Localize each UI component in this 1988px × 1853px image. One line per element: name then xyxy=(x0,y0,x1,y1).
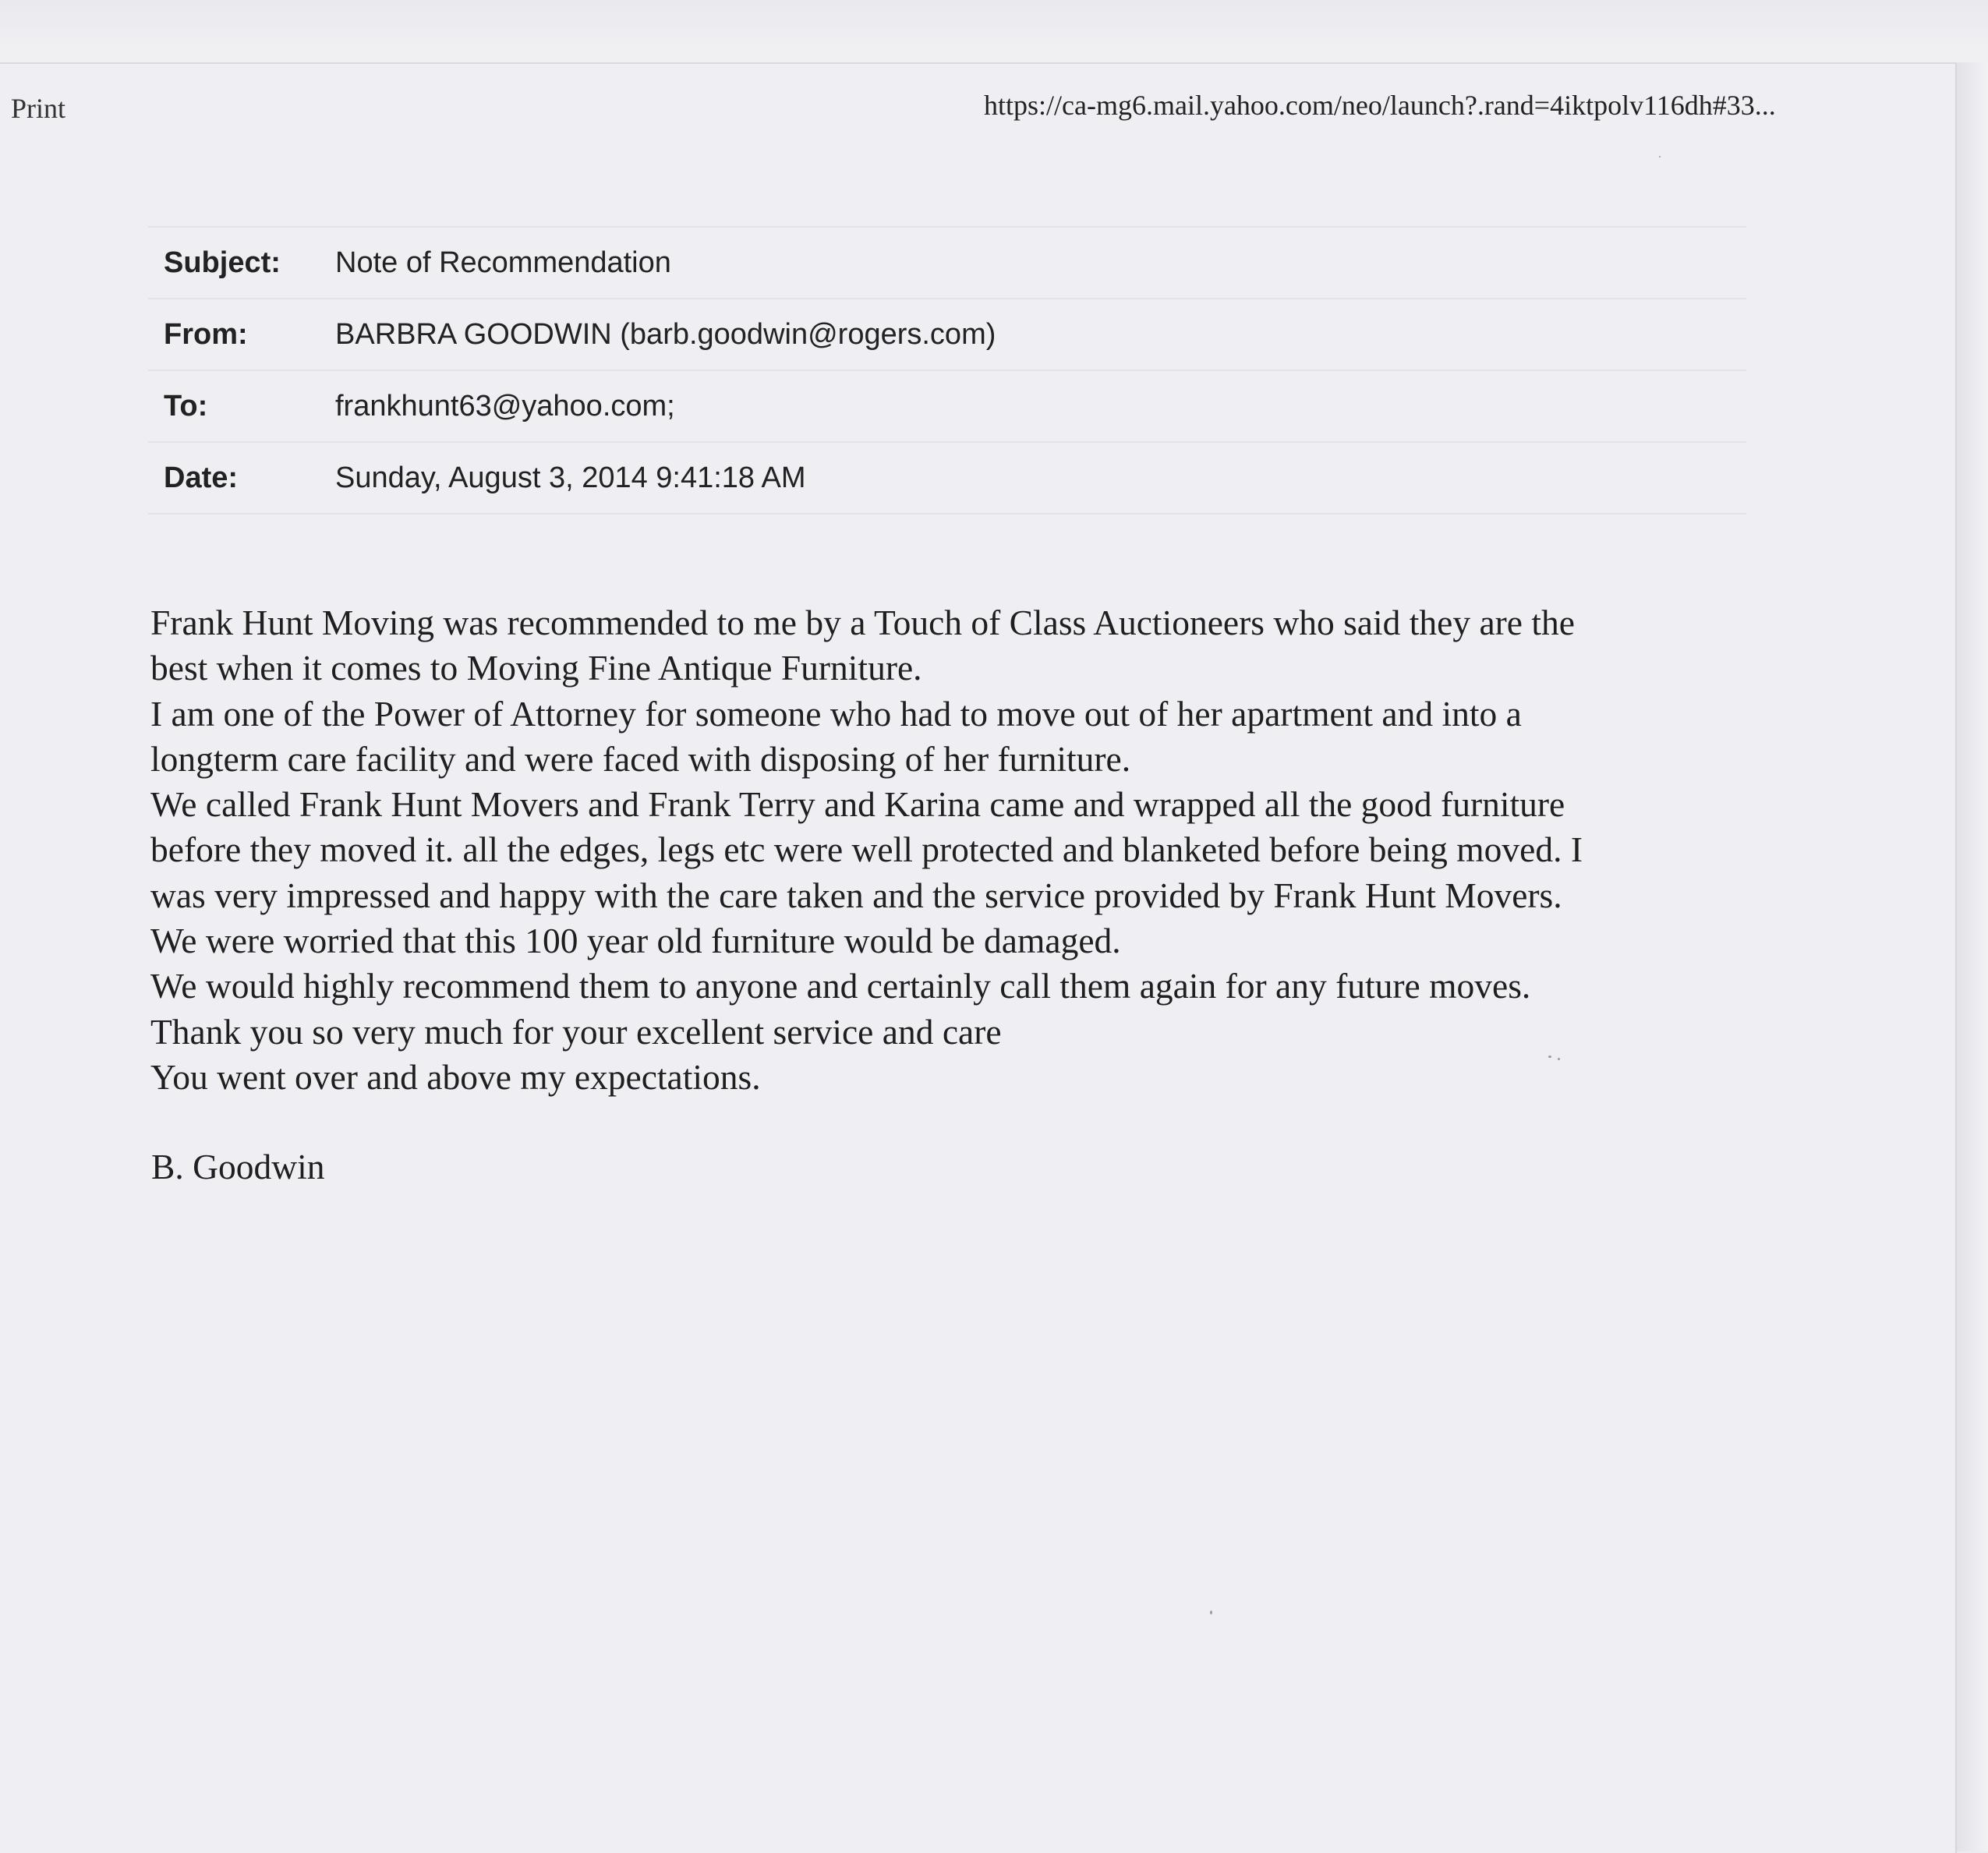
from-value: BARBRA GOODWIN (barb.goodwin@rogers.com) xyxy=(335,317,996,351)
body-line: We would highly recommend them to anyone and certainly call them again for any future moves. xyxy=(150,966,1531,1006)
body-line: We were worried that this 100 year old furniture would be damaged. xyxy=(150,921,1121,961)
to-row xyxy=(148,370,1746,441)
page-url: https://ca-mg6.mail.yahoo.com/neo/launch?.rand=4iktpolv116dh#33... xyxy=(984,90,1776,121)
scan-speck xyxy=(1558,1058,1560,1060)
date-row xyxy=(148,441,1746,515)
body-line: Frank Hunt Moving was recommended to me by a Touch of Class Auctioneers who said they are the xyxy=(150,603,1575,642)
scan-speck xyxy=(1548,1056,1551,1058)
from-label: From: xyxy=(164,317,248,351)
signature: B. Goodwin xyxy=(151,1147,325,1186)
body-line: was very impressed and happy with the care taken and the service provided by Frank Hunt Movers. xyxy=(150,875,1562,915)
body-line: Thank you so very much for your excellent service and care xyxy=(150,1011,1002,1052)
body-line: We called Frank Hunt Movers and Frank Terry and Karina came and wrapped all the good furniture xyxy=(150,784,1565,825)
subject-label: Subject: xyxy=(164,246,281,279)
page-edge-shadow xyxy=(1957,62,1988,1851)
body-line: You went over and above my expectations. xyxy=(150,1056,761,1097)
scan-speck xyxy=(1659,156,1661,157)
print-label: Print xyxy=(11,93,66,124)
date-label: Date: xyxy=(164,461,239,494)
body-line: best when it comes to Moving Fine Antique Furniture. xyxy=(150,648,922,688)
message-body xyxy=(150,600,1772,1100)
email-header-table xyxy=(148,226,1746,515)
scan-speck xyxy=(1210,1611,1212,1614)
subject-value: Note of Recommendation xyxy=(335,246,671,279)
subject-row xyxy=(148,226,1746,298)
body-line: longterm care facility and were faced with disposing of her furniture. xyxy=(150,738,1131,779)
to-label: To: xyxy=(164,389,208,423)
to-value: frankhunt63@yahoo.com; xyxy=(335,389,675,423)
body-line: before they moved it. all the edges, legs etc were well protected and blanketed before being moved. I xyxy=(150,829,1583,870)
body-line: I am one of the Power of Attorney for someone who had to move out of her apartment and into a xyxy=(150,693,1522,734)
from-row xyxy=(148,298,1746,370)
date-value: Sunday, August 3, 2014 9:41:18 AM xyxy=(335,461,806,494)
